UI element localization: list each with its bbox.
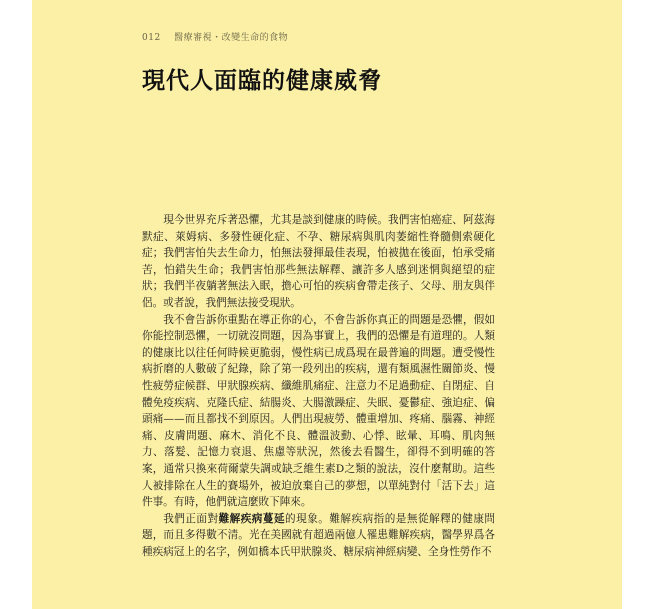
book-page <box>32 0 622 609</box>
paragraph-3-text: 的現象。難解疾病指的是無從解釋的健康問題，而且多得數不清。光在美國就有超過兩億人罹患難解疾病，醫學界爲各種疾病冠上的名字，例如橋本氏甲狀腺炎、糖尿病神經病變、全身性勞作不 <box>142 512 496 558</box>
paragraph-2: 我不會告訴你重點在導正你的心，不會告訴你真正的問題是恐懼，假如你能控制恐懼，一切就沒問題，因為事實上，我們的恐懼是有道理的。人類的健康比以往任何時候更脆弱，慢性病已成爲現在最普遍的問題。遭受慢性病折磨的人數破了紀錄，除了第一段列出的疾病，還有類風濕性關節炎、慢性疲勞症候群、甲狀腺疾病、纖維肌痛症、注意力不足過動症、自閉症、自體免疫疾病、克隆氏症、結腸炎、大腸激躁症、失眠、憂鬱症、強迫症、偏頭痛——而且都找不到原因。人們出現疲勞、體重增加、疼痛、腦霧、神經痛、皮膚問題、麻木、消化不良、體溫波動、心悸、眩暈、耳鳴、肌肉無力、落髮、記憶力衰退、焦慮等狀況，然後去看醫生，卻得不到明確的答案，通常只換來荷爾蒙失調或缺乏維生素D之類的說法，沒什麼幫助。這些人被排除在人生的賽場外，被迫放棄自己的夢想，以單純對付「活下去」這件事。有時，他們就這麼敗下陣來。 <box>142 313 495 509</box>
paragraph-1: 現今世界充斥著恐懼，尤其是談到健康的時候。我們害怕癌症、阿茲海默症、萊姆病、多發性硬化症、不孕、糖尿病與肌肉萎縮性脊髓側索硬化症；我們害怕失去生命力，怕無法發揮最佳表現，怕被拋在後面，怕承受痛苦，怕錯失生命；我們害怕那些無法解釋、讓許多人感到迷惘與絕望的症狀；我們半夜躺著無法入眠，擔心可怕的疾病會帶走孩子、父母、朋友與伴侶。或者說，我們無法接受現狀。 <box>142 214 495 309</box>
paragraph-3 <box>142 511 495 561</box>
chapter-title: 現代人面臨的健康威脅 <box>142 67 382 94</box>
emphasis-phrase: 難解疾病蔓延 <box>218 512 286 525</box>
page-number: 012 <box>142 33 161 43</box>
body-text <box>142 212 495 560</box>
paragraph-3-lead: 我們正面對 <box>163 512 219 525</box>
running-title: 醫療審視・改變生命的食物 <box>174 33 289 43</box>
running-header <box>142 30 288 43</box>
